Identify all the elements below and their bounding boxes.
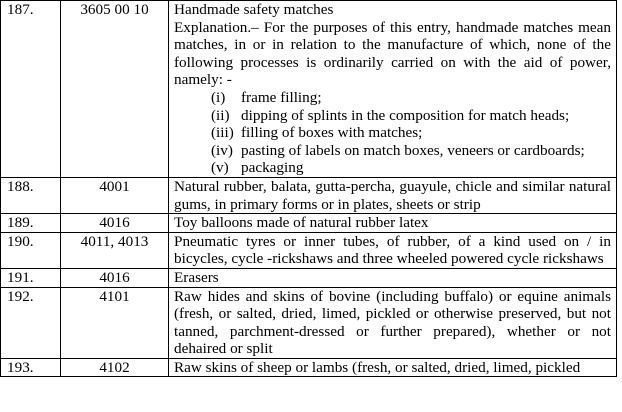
table-row xyxy=(1,214,617,233)
description-cell: Erasers xyxy=(169,268,617,287)
list-item-text: filling of boxes with matches; xyxy=(241,124,423,142)
serial-number: 188. xyxy=(1,177,61,213)
table-row xyxy=(1,1,617,178)
tariff-code: 3605 00 10 xyxy=(61,1,169,178)
table-row xyxy=(1,268,617,287)
table-row xyxy=(1,177,617,213)
list-item xyxy=(174,107,611,125)
serial-number: 191. xyxy=(1,268,61,287)
list-item-number: (i) xyxy=(211,88,226,106)
tariff-code: 4016 xyxy=(61,268,169,287)
list-item-number: (iv) xyxy=(211,141,233,159)
list-item xyxy=(174,124,611,142)
item-title: Handmade safety matches xyxy=(174,1,334,18)
list-item-text: dipping of splints in the composition for match heads; xyxy=(241,106,570,124)
serial-number: 193. xyxy=(1,358,61,377)
tariff-code: 4001 xyxy=(61,177,169,213)
explanation-text: Explanation.– For the purposes of this entry, handmade matches mean matches, in or in relation to the manufacture of which, none of the following processes is ordinarily carried on with the aid of power, namely: - xyxy=(174,18,611,89)
serial-number: 189. xyxy=(1,214,61,233)
table-row xyxy=(1,287,617,358)
serial-number: 190. xyxy=(1,232,61,268)
table-row xyxy=(1,358,617,377)
tariff-code: 4016 xyxy=(61,214,169,233)
tariff-code: 4102 xyxy=(61,358,169,377)
list-item-text: packaging xyxy=(241,159,304,177)
list-item xyxy=(174,89,611,107)
list-item xyxy=(174,159,611,177)
serial-number: 187. xyxy=(1,1,61,178)
description-cell: Toy balloons made of natural rubber latex xyxy=(169,214,617,233)
tariff-code: 4101 xyxy=(61,287,169,358)
list-item-number: (v) xyxy=(211,159,229,177)
description-cell xyxy=(169,1,617,178)
tariff-code: 4011, 4013 xyxy=(61,232,169,268)
list-item-number: (iii) xyxy=(211,124,234,142)
serial-number: 192. xyxy=(1,287,61,358)
list-item-number: (ii) xyxy=(211,106,230,124)
description-cell: Raw skins of sheep or lambs (fresh, or salted, dried, limed, pickled xyxy=(169,358,617,377)
description-cell: Raw hides and skins of bovine (including buffalo) or equine animals (fresh, or salted, dried, limed, pickled or otherwise preserved, but not tanned, parchment-dressed or further prepared), whether or not dehaired or split xyxy=(169,287,617,358)
list-item xyxy=(174,142,611,160)
list-item-text: pasting of labels on match boxes, veneers or cardboards; xyxy=(241,141,585,159)
description-cell: Pneumatic tyres or inner tubes, of rubber, of a kind used on / in bicycles, cycle -rickshaws and three wheeled powered cycle rickshaws xyxy=(169,232,617,268)
table-row xyxy=(1,232,617,268)
list-item-text: frame filling; xyxy=(241,88,322,106)
description-cell: Natural rubber, balata, gutta-percha, guayule, chicle and similar natural gums, in primary forms or in plates, sheets or strip xyxy=(169,177,617,213)
